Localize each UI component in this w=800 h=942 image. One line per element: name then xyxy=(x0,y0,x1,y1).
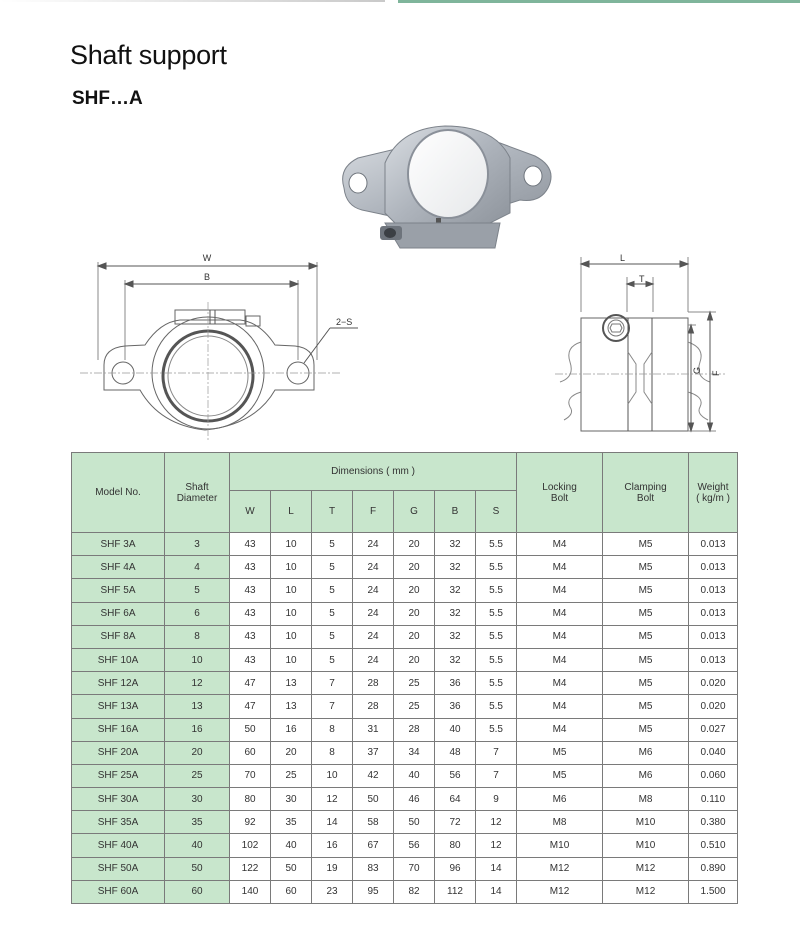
cell-l: 13 xyxy=(271,672,312,695)
cell-t: 8 xyxy=(312,741,353,764)
cell-model: SHF 8A xyxy=(72,625,165,648)
table-row xyxy=(72,648,738,671)
cell-model: SHF 20A xyxy=(72,741,165,764)
cell-locking-bolt: M5 xyxy=(517,764,603,787)
cell-w: 43 xyxy=(230,602,271,625)
cell-g: 56 xyxy=(394,834,435,857)
cell-locking-bolt: M6 xyxy=(517,788,603,811)
cell-t: 7 xyxy=(312,672,353,695)
cell-l: 10 xyxy=(271,648,312,671)
cell-f: 95 xyxy=(353,880,394,903)
cell-clamping-bolt: M10 xyxy=(603,834,689,857)
cell-b: 96 xyxy=(435,857,476,880)
cell-shaft-diameter: 25 xyxy=(165,764,230,787)
cell-w: 80 xyxy=(230,788,271,811)
header-clamping-line1: Clamping xyxy=(624,481,667,493)
cell-g: 34 xyxy=(394,741,435,764)
cell-clamping-bolt: M5 xyxy=(603,533,689,556)
cell-l: 10 xyxy=(271,556,312,579)
cell-f: 24 xyxy=(353,602,394,625)
table-row xyxy=(72,625,738,648)
cell-s: 5.5 xyxy=(476,648,517,671)
side-view-drawing xyxy=(550,252,730,442)
cell-w: 43 xyxy=(230,556,271,579)
cell-locking-bolt: M4 xyxy=(517,533,603,556)
cell-locking-bolt: M4 xyxy=(517,695,603,718)
table-row xyxy=(72,880,738,903)
cell-weight: 0.013 xyxy=(689,556,738,579)
cell-g: 25 xyxy=(394,695,435,718)
cell-clamping-bolt: M5 xyxy=(603,602,689,625)
cell-weight: 0.510 xyxy=(689,834,738,857)
cell-shaft-diameter: 16 xyxy=(165,718,230,741)
table-row xyxy=(72,579,738,602)
header-dim-s: S xyxy=(476,491,517,533)
dim-label-t: T xyxy=(639,274,645,284)
header-shaft-diameter xyxy=(165,453,230,533)
cell-s: 5.5 xyxy=(476,718,517,741)
cell-b: 36 xyxy=(435,672,476,695)
cell-t: 12 xyxy=(312,788,353,811)
table-row xyxy=(72,533,738,556)
cell-t: 5 xyxy=(312,533,353,556)
shaft-support-photo xyxy=(330,118,570,253)
cell-locking-bolt: M4 xyxy=(517,579,603,602)
cell-g: 20 xyxy=(394,648,435,671)
cell-shaft-diameter: 6 xyxy=(165,602,230,625)
header-dim-f: F xyxy=(353,491,394,533)
cell-shaft-diameter: 30 xyxy=(165,788,230,811)
cell-w: 47 xyxy=(230,672,271,695)
header-clamping-bolt xyxy=(603,453,689,533)
cell-b: 80 xyxy=(435,834,476,857)
cell-locking-bolt: M4 xyxy=(517,648,603,671)
cell-w: 102 xyxy=(230,834,271,857)
cell-locking-bolt: M4 xyxy=(517,602,603,625)
cell-w: 60 xyxy=(230,741,271,764)
cell-s: 14 xyxy=(476,857,517,880)
dim-label-l: L xyxy=(620,253,626,263)
cell-clamping-bolt: M5 xyxy=(603,695,689,718)
cell-s: 12 xyxy=(476,834,517,857)
cell-weight: 0.060 xyxy=(689,764,738,787)
table-row xyxy=(72,602,738,625)
header-dim-g: G xyxy=(394,491,435,533)
cell-model: SHF 10A xyxy=(72,648,165,671)
cell-w: 43 xyxy=(230,533,271,556)
front-view-drawing xyxy=(80,250,360,440)
header-locking-line1: Locking xyxy=(542,481,577,493)
model-series-subtitle: SHF…A xyxy=(72,88,143,109)
cell-l: 10 xyxy=(271,625,312,648)
cell-shaft-diameter: 50 xyxy=(165,857,230,880)
cell-s: 9 xyxy=(476,788,517,811)
cell-model: SHF 4A xyxy=(72,556,165,579)
cell-b: 32 xyxy=(435,556,476,579)
cell-f: 28 xyxy=(353,672,394,695)
cell-weight: 0.890 xyxy=(689,857,738,880)
cell-l: 20 xyxy=(271,741,312,764)
cell-model: SHF 35A xyxy=(72,811,165,834)
cell-clamping-bolt: M5 xyxy=(603,556,689,579)
cell-shaft-diameter: 10 xyxy=(165,648,230,671)
cell-clamping-bolt: M5 xyxy=(603,718,689,741)
cell-f: 24 xyxy=(353,648,394,671)
cell-f: 83 xyxy=(353,857,394,880)
cell-t: 14 xyxy=(312,811,353,834)
cell-locking-bolt: M4 xyxy=(517,625,603,648)
table-row xyxy=(72,857,738,880)
cell-locking-bolt: M12 xyxy=(517,880,603,903)
cell-l: 10 xyxy=(271,602,312,625)
cell-t: 5 xyxy=(312,648,353,671)
top-divider-accent xyxy=(398,0,800,3)
cell-g: 20 xyxy=(394,579,435,602)
cell-locking-bolt: M10 xyxy=(517,834,603,857)
cell-t: 7 xyxy=(312,695,353,718)
cell-t: 19 xyxy=(312,857,353,880)
cell-model: SHF 60A xyxy=(72,880,165,903)
cell-weight: 0.013 xyxy=(689,579,738,602)
cell-g: 20 xyxy=(394,533,435,556)
cell-l: 40 xyxy=(271,834,312,857)
table-row xyxy=(72,741,738,764)
top-divider-left xyxy=(0,0,385,2)
cell-l: 10 xyxy=(271,579,312,602)
cell-s: 7 xyxy=(476,741,517,764)
cell-l: 30 xyxy=(271,788,312,811)
header-dim-l: L xyxy=(271,491,312,533)
cell-weight: 0.027 xyxy=(689,718,738,741)
table-row xyxy=(72,764,738,787)
cell-t: 5 xyxy=(312,625,353,648)
cell-b: 48 xyxy=(435,741,476,764)
cell-f: 24 xyxy=(353,625,394,648)
cell-f: 37 xyxy=(353,741,394,764)
header-shaft-line1: Shaft xyxy=(185,481,209,493)
cell-l: 50 xyxy=(271,857,312,880)
cell-s: 12 xyxy=(476,811,517,834)
cell-g: 40 xyxy=(394,764,435,787)
cell-g: 20 xyxy=(394,556,435,579)
cell-w: 70 xyxy=(230,764,271,787)
cell-shaft-diameter: 20 xyxy=(165,741,230,764)
cell-l: 25 xyxy=(271,764,312,787)
header-clamping-line2: Bolt xyxy=(636,492,655,504)
cell-weight: 0.013 xyxy=(689,533,738,556)
cell-b: 72 xyxy=(435,811,476,834)
cell-f: 31 xyxy=(353,718,394,741)
cell-g: 82 xyxy=(394,880,435,903)
cell-locking-bolt: M4 xyxy=(517,672,603,695)
cell-f: 42 xyxy=(353,764,394,787)
cell-model: SHF 30A xyxy=(72,788,165,811)
cell-locking-bolt: M8 xyxy=(517,811,603,834)
cell-clamping-bolt: M5 xyxy=(603,625,689,648)
cell-t: 5 xyxy=(312,579,353,602)
cell-shaft-diameter: 13 xyxy=(165,695,230,718)
cell-model: SHF 5A xyxy=(72,579,165,602)
cell-g: 20 xyxy=(394,602,435,625)
cell-locking-bolt: M5 xyxy=(517,741,603,764)
header-locking-bolt xyxy=(517,453,603,533)
header-dimensions: Dimensions ( mm ) xyxy=(230,453,517,491)
page-title: Shaft support xyxy=(70,40,227,70)
dim-label-f: F xyxy=(711,370,721,376)
cell-f: 28 xyxy=(353,695,394,718)
cell-f: 67 xyxy=(353,834,394,857)
cell-weight: 0.040 xyxy=(689,741,738,764)
cell-weight: 0.380 xyxy=(689,811,738,834)
cell-f: 24 xyxy=(353,556,394,579)
cell-s: 5.5 xyxy=(476,625,517,648)
cell-l: 35 xyxy=(271,811,312,834)
header-weight-line2: ( kg/m ) xyxy=(696,492,730,504)
cell-model: SHF 40A xyxy=(72,834,165,857)
cell-w: 122 xyxy=(230,857,271,880)
table-row xyxy=(72,672,738,695)
cell-model: SHF 12A xyxy=(72,672,165,695)
cell-f: 58 xyxy=(353,811,394,834)
cell-clamping-bolt: M12 xyxy=(603,857,689,880)
table-row xyxy=(72,811,738,834)
header-model: Model No. xyxy=(72,453,165,533)
table-row xyxy=(72,695,738,718)
cell-shaft-diameter: 12 xyxy=(165,672,230,695)
cell-s: 5.5 xyxy=(476,672,517,695)
header-dim-w: W xyxy=(230,491,271,533)
cell-w: 47 xyxy=(230,695,271,718)
cell-t: 10 xyxy=(312,764,353,787)
cell-t: 16 xyxy=(312,834,353,857)
header-locking-line2: Bolt xyxy=(550,492,569,504)
cell-w: 43 xyxy=(230,625,271,648)
cell-b: 32 xyxy=(435,648,476,671)
cell-weight: 0.013 xyxy=(689,602,738,625)
cell-g: 46 xyxy=(394,788,435,811)
cell-g: 50 xyxy=(394,811,435,834)
dim-label-w: W xyxy=(202,253,212,263)
cell-weight: 0.013 xyxy=(689,625,738,648)
cell-model: SHF 6A xyxy=(72,602,165,625)
cell-w: 50 xyxy=(230,718,271,741)
dim-label-g: G xyxy=(692,366,702,374)
cell-clamping-bolt: M5 xyxy=(603,579,689,602)
cell-w: 140 xyxy=(230,880,271,903)
cell-s: 5.5 xyxy=(476,695,517,718)
cell-t: 5 xyxy=(312,602,353,625)
cell-w: 43 xyxy=(230,579,271,602)
cell-b: 56 xyxy=(435,764,476,787)
cell-shaft-diameter: 8 xyxy=(165,625,230,648)
dim-label-b: B xyxy=(203,272,211,282)
header-dim-b: B xyxy=(435,491,476,533)
header-weight-line1: Weight xyxy=(697,481,729,493)
cell-b: 36 xyxy=(435,695,476,718)
cell-clamping-bolt: M6 xyxy=(603,764,689,787)
cell-b: 32 xyxy=(435,579,476,602)
cell-locking-bolt: M12 xyxy=(517,857,603,880)
table-row xyxy=(72,556,738,579)
cell-s: 5.5 xyxy=(476,602,517,625)
cell-model: SHF 3A xyxy=(72,533,165,556)
cell-s: 5.5 xyxy=(476,556,517,579)
cell-b: 40 xyxy=(435,718,476,741)
cell-clamping-bolt: M5 xyxy=(603,648,689,671)
cell-f: 50 xyxy=(353,788,394,811)
cell-model: SHF 50A xyxy=(72,857,165,880)
cell-b: 32 xyxy=(435,625,476,648)
cell-weight: 0.013 xyxy=(689,648,738,671)
cell-t: 5 xyxy=(312,556,353,579)
dim-label-2s: 2−S xyxy=(336,317,353,327)
cell-shaft-diameter: 35 xyxy=(165,811,230,834)
cell-clamping-bolt: M6 xyxy=(603,741,689,764)
cell-g: 20 xyxy=(394,625,435,648)
cell-model: SHF 25A xyxy=(72,764,165,787)
cell-g: 25 xyxy=(394,672,435,695)
cell-shaft-diameter: 40 xyxy=(165,834,230,857)
cell-s: 5.5 xyxy=(476,579,517,602)
cell-model: SHF 16A xyxy=(72,718,165,741)
cell-s: 5.5 xyxy=(476,533,517,556)
cell-weight: 0.020 xyxy=(689,695,738,718)
table-row xyxy=(72,834,738,857)
header-shaft-line2: Diameter xyxy=(176,492,218,504)
header-weight xyxy=(689,453,738,533)
cell-clamping-bolt: M5 xyxy=(603,672,689,695)
spec-table-body xyxy=(72,533,738,904)
cell-l: 10 xyxy=(271,533,312,556)
cell-g: 28 xyxy=(394,718,435,741)
cell-l: 60 xyxy=(271,880,312,903)
cell-shaft-diameter: 4 xyxy=(165,556,230,579)
cell-s: 14 xyxy=(476,880,517,903)
cell-b: 112 xyxy=(435,880,476,903)
table-row xyxy=(72,788,738,811)
cell-b: 64 xyxy=(435,788,476,811)
table-row xyxy=(72,718,738,741)
cell-b: 32 xyxy=(435,533,476,556)
spec-table xyxy=(71,452,738,904)
cell-locking-bolt: M4 xyxy=(517,718,603,741)
cell-f: 24 xyxy=(353,533,394,556)
cell-l: 13 xyxy=(271,695,312,718)
cell-w: 92 xyxy=(230,811,271,834)
cell-g: 70 xyxy=(394,857,435,880)
cell-shaft-diameter: 60 xyxy=(165,880,230,903)
cell-weight: 1.500 xyxy=(689,880,738,903)
cell-t: 23 xyxy=(312,880,353,903)
header-dim-t: T xyxy=(312,491,353,533)
cell-b: 32 xyxy=(435,602,476,625)
cell-shaft-diameter: 3 xyxy=(165,533,230,556)
cell-clamping-bolt: M10 xyxy=(603,811,689,834)
cell-s: 7 xyxy=(476,764,517,787)
cell-clamping-bolt: M12 xyxy=(603,880,689,903)
cell-weight: 0.020 xyxy=(689,672,738,695)
cell-shaft-diameter: 5 xyxy=(165,579,230,602)
cell-t: 8 xyxy=(312,718,353,741)
cell-w: 43 xyxy=(230,648,271,671)
cell-weight: 0.110 xyxy=(689,788,738,811)
cell-locking-bolt: M4 xyxy=(517,556,603,579)
cell-f: 24 xyxy=(353,579,394,602)
cell-l: 16 xyxy=(271,718,312,741)
cell-clamping-bolt: M8 xyxy=(603,788,689,811)
cell-model: SHF 13A xyxy=(72,695,165,718)
